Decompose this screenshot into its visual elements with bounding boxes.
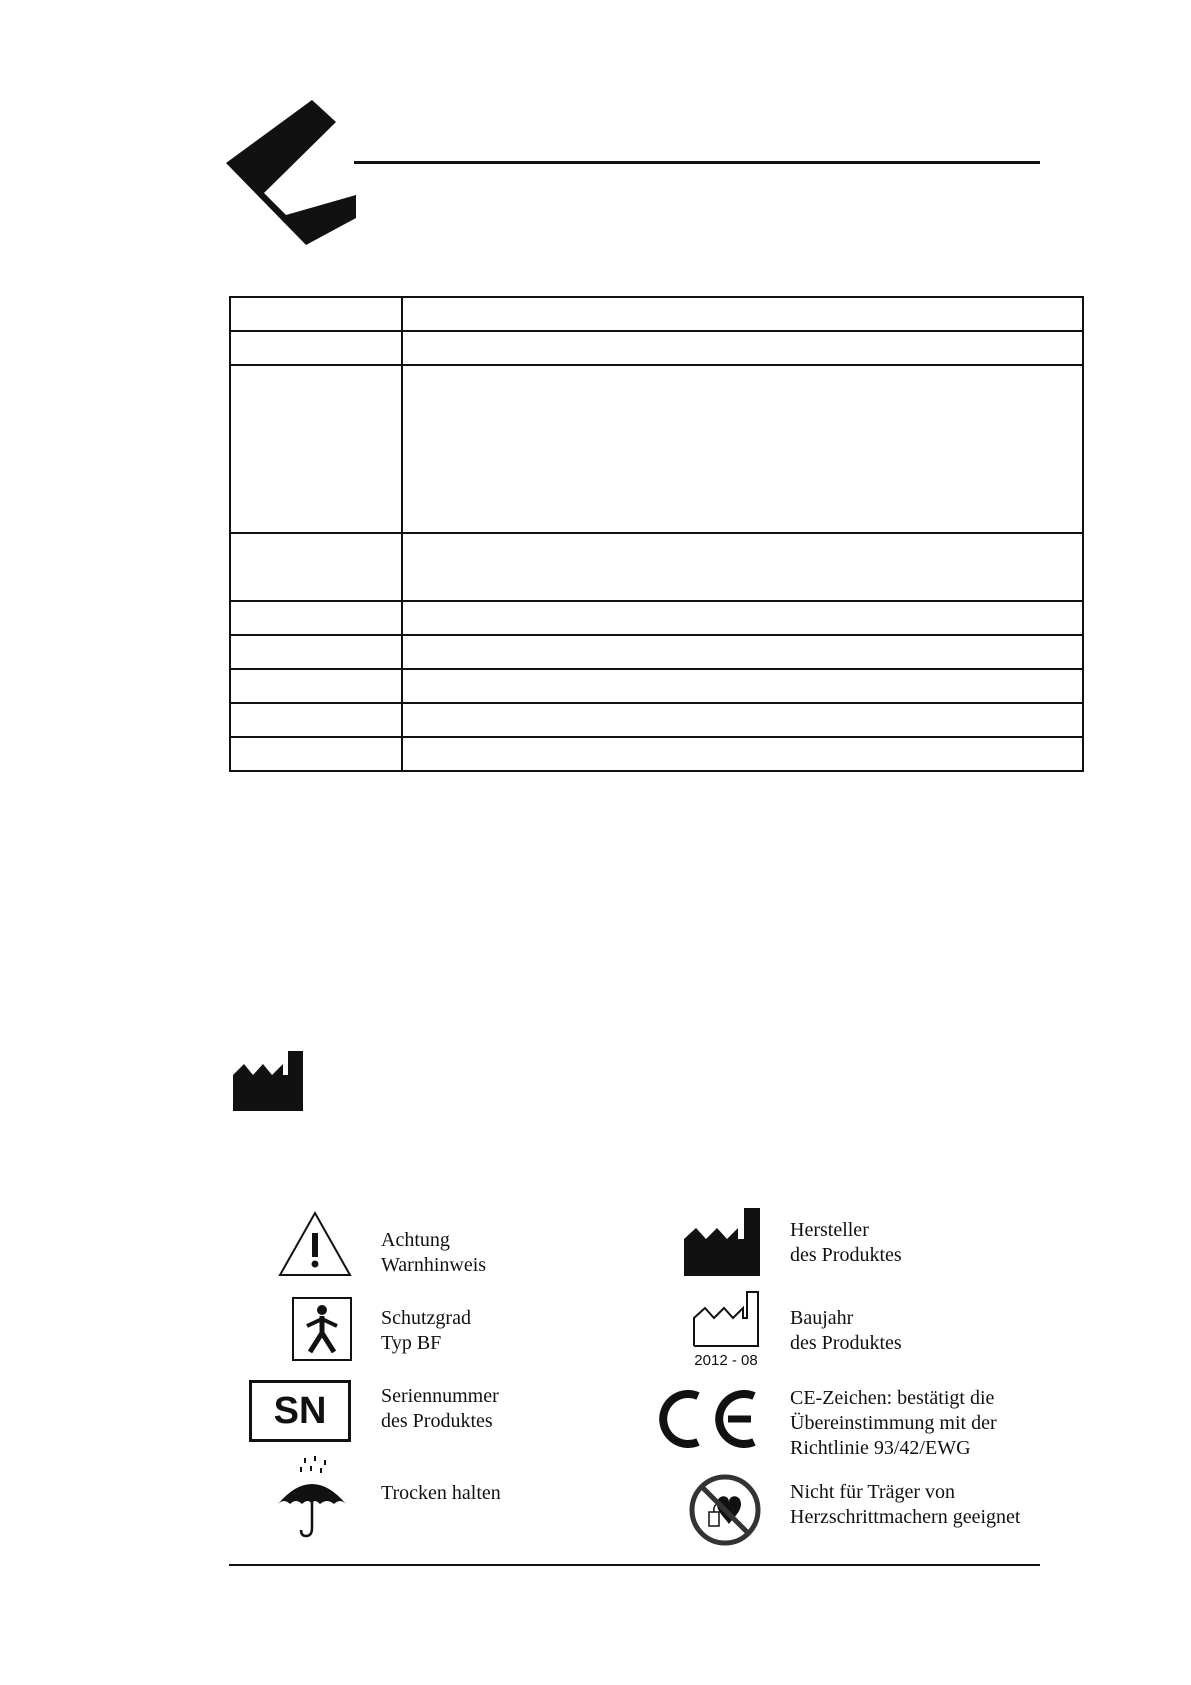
factory-icon [233,1051,303,1111]
warning-triangle-icon [277,1210,353,1278]
ce-label: CE-Zeichen: bestätigt die Übereinstimmung mit der Richtlinie 93/42/EWG [790,1387,997,1459]
bf-person-icon [291,1296,353,1362]
ce-mark-icon [650,1390,760,1448]
table-row [230,601,1083,635]
table-row [230,533,1083,601]
schutzgrad-label: Schutzgrad Typ BF [381,1307,471,1354]
achtung-label: Achtung Warnhinweis [381,1229,487,1276]
baujahr-label: Baujahr des Produktes [790,1307,902,1354]
seriennummer-label: Seriennummer des Produktes [381,1385,499,1432]
hersteller-label: Hersteller des Produktes [790,1219,902,1266]
table-row [230,703,1083,737]
chevron-logo-icon [226,100,356,245]
no-pacemaker-icon [689,1474,761,1546]
spec-table [229,296,1084,772]
table-row [230,297,1083,331]
table-row [230,331,1083,365]
table-row [230,365,1083,533]
herzschrittmacher-label: Nicht für Träger von Herzschrittmachern geeignet [790,1481,1021,1528]
factory-outline-icon [692,1290,760,1348]
umbrella-rain-icon [274,1454,350,1538]
header-rule [354,161,1040,164]
trocken-label: Trocken halten [381,1482,501,1504]
table-row [230,737,1083,771]
table-row [230,669,1083,703]
factory-icon [684,1208,760,1276]
table-row [230,635,1083,669]
baujahr-date: 2012 - 08 [694,1352,758,1369]
serial-number-icon: SN [249,1380,351,1442]
footer-rule [229,1564,1040,1566]
